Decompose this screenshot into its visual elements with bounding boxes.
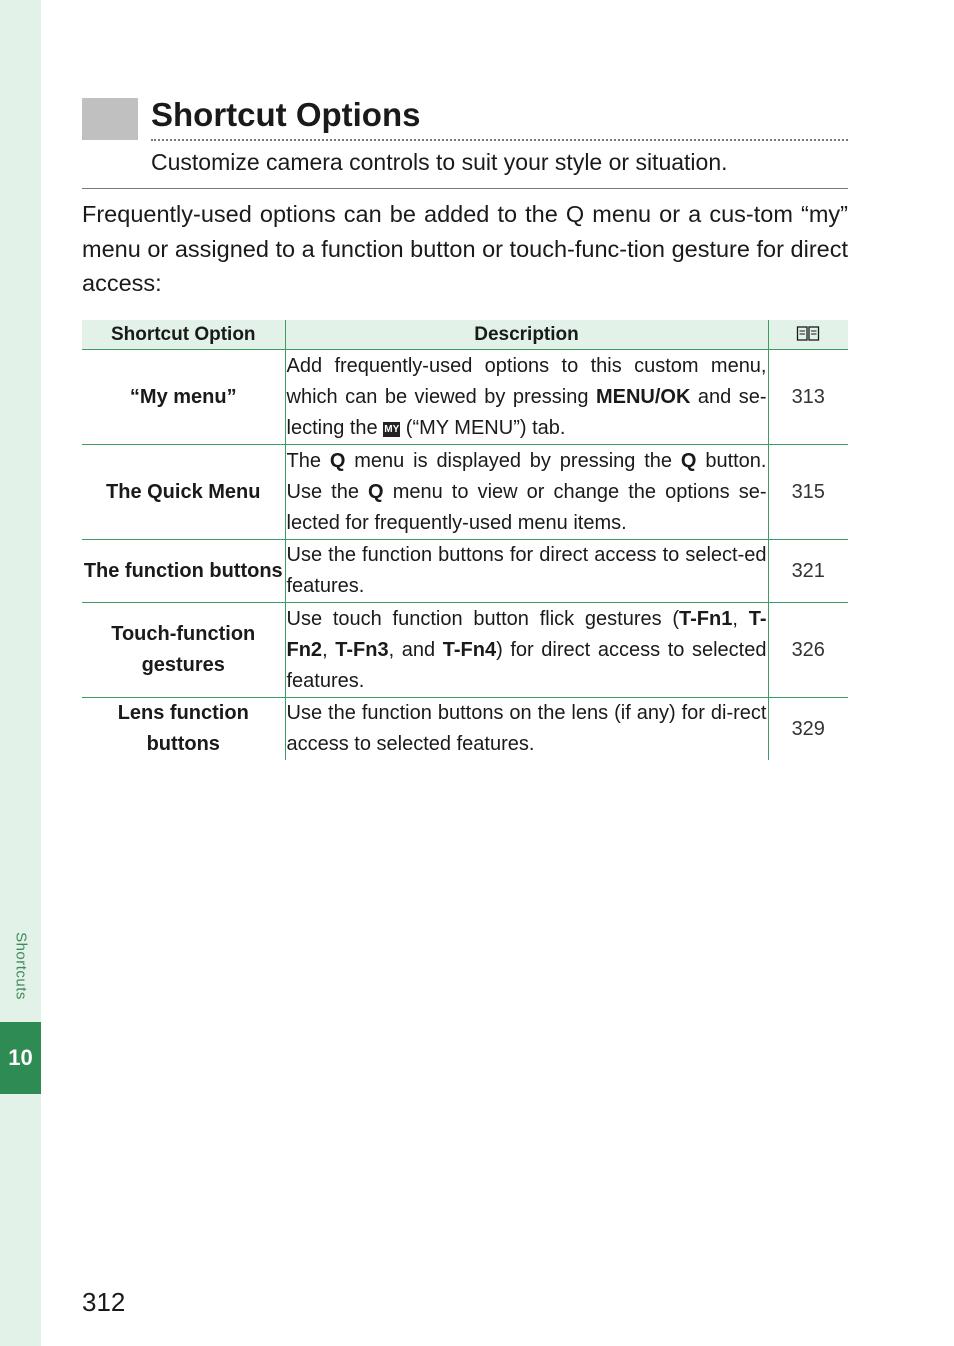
page-subtitle: Customize camera controls to suit your style or situation. [151, 149, 728, 175]
table-header-row [82, 320, 848, 350]
desc-text: button. Use the [286, 449, 767, 503]
desc-text: ) for direct access to selected features. [286, 638, 767, 692]
desc-text: and se-lecting the [286, 385, 767, 439]
dotted-divider [151, 139, 848, 141]
q-button-label: Q [329, 449, 346, 472]
description-quick-menu [285, 445, 768, 540]
book-icon [796, 325, 820, 343]
desc-text: , [322, 638, 336, 661]
page-ref-link[interactable]: 321 [768, 540, 848, 603]
q-button-label: Q [368, 480, 384, 503]
desc-text: (“MY MENU”) tab. [400, 416, 566, 439]
header-page [768, 320, 848, 350]
q-button-label: Q [680, 449, 697, 472]
option-my-menu: “My menu” [82, 350, 285, 445]
header-shortcut-option: Shortcut Option [82, 320, 285, 350]
t-fn3-label: T-Fn3 [335, 638, 389, 661]
description-touch-function-gestures [285, 603, 768, 698]
desc-text: menu to view or change the options se-lected for frequently-used menu items. [286, 480, 767, 534]
t-fn1-label: T-Fn1 [679, 607, 733, 630]
page-ref-link[interactable]: 329 [791, 717, 825, 740]
option-line: gestures [141, 654, 225, 676]
table-row [82, 698, 848, 761]
desc-text: , [732, 607, 749, 630]
table-row [82, 350, 848, 445]
t-fn2-label: T-Fn2 [286, 607, 767, 661]
page-ref-link[interactable]: 313 [768, 350, 848, 445]
table-row [82, 445, 848, 540]
desc-text: Add frequently-used options to this custom menu, which can be viewed by pressing [286, 354, 767, 408]
description-function-buttons: Use the function buttons for direct access to select-ed features. [285, 540, 768, 603]
section-divider [82, 188, 848, 189]
page-title: Shortcut Options [151, 96, 421, 133]
desc-text: Use touch function button flick gestures ( [286, 607, 680, 630]
description-my-menu [285, 350, 768, 445]
intro-paragraph: Frequently-used options can be added to the Q menu or a cus-tom “my” menu or assigned to a function button or touch-func-tion gesture for direct access: [82, 201, 848, 296]
option-touch-function-gestures [82, 603, 285, 698]
menu-ok-button-label: MENU/OK [595, 385, 691, 408]
page-ref-link[interactable]: 315 [768, 445, 848, 540]
table-row [82, 603, 848, 698]
t-fn4-label: T-Fn4 [442, 638, 497, 661]
page-ref-link[interactable]: 326 [768, 603, 848, 698]
sidebar [0, 0, 41, 1346]
table-row [82, 540, 848, 603]
header-description: Description [285, 320, 768, 350]
shortcut-options-table [82, 320, 848, 760]
description-lens-function-buttons: Use the function buttons on the lens (if any) for di-rect access to selected features. [285, 698, 768, 761]
option-lens-function-buttons: Lens function buttons [117, 702, 249, 755]
desc-text: , and [388, 638, 443, 661]
desc-text: The [286, 449, 330, 472]
chapter-tab[interactable]: 10 [0, 1022, 41, 1094]
section-label: Shortcuts [12, 932, 30, 1000]
title-marker [82, 98, 138, 140]
my-menu-icon: MY [384, 423, 400, 435]
option-line: Touch-function [111, 623, 256, 645]
desc-text: menu is displayed by pressing the [345, 449, 681, 472]
option-quick-menu: The Quick Menu [82, 445, 285, 540]
option-function-buttons: The function buttons [82, 540, 285, 603]
page-number: 312 [82, 1287, 126, 1317]
